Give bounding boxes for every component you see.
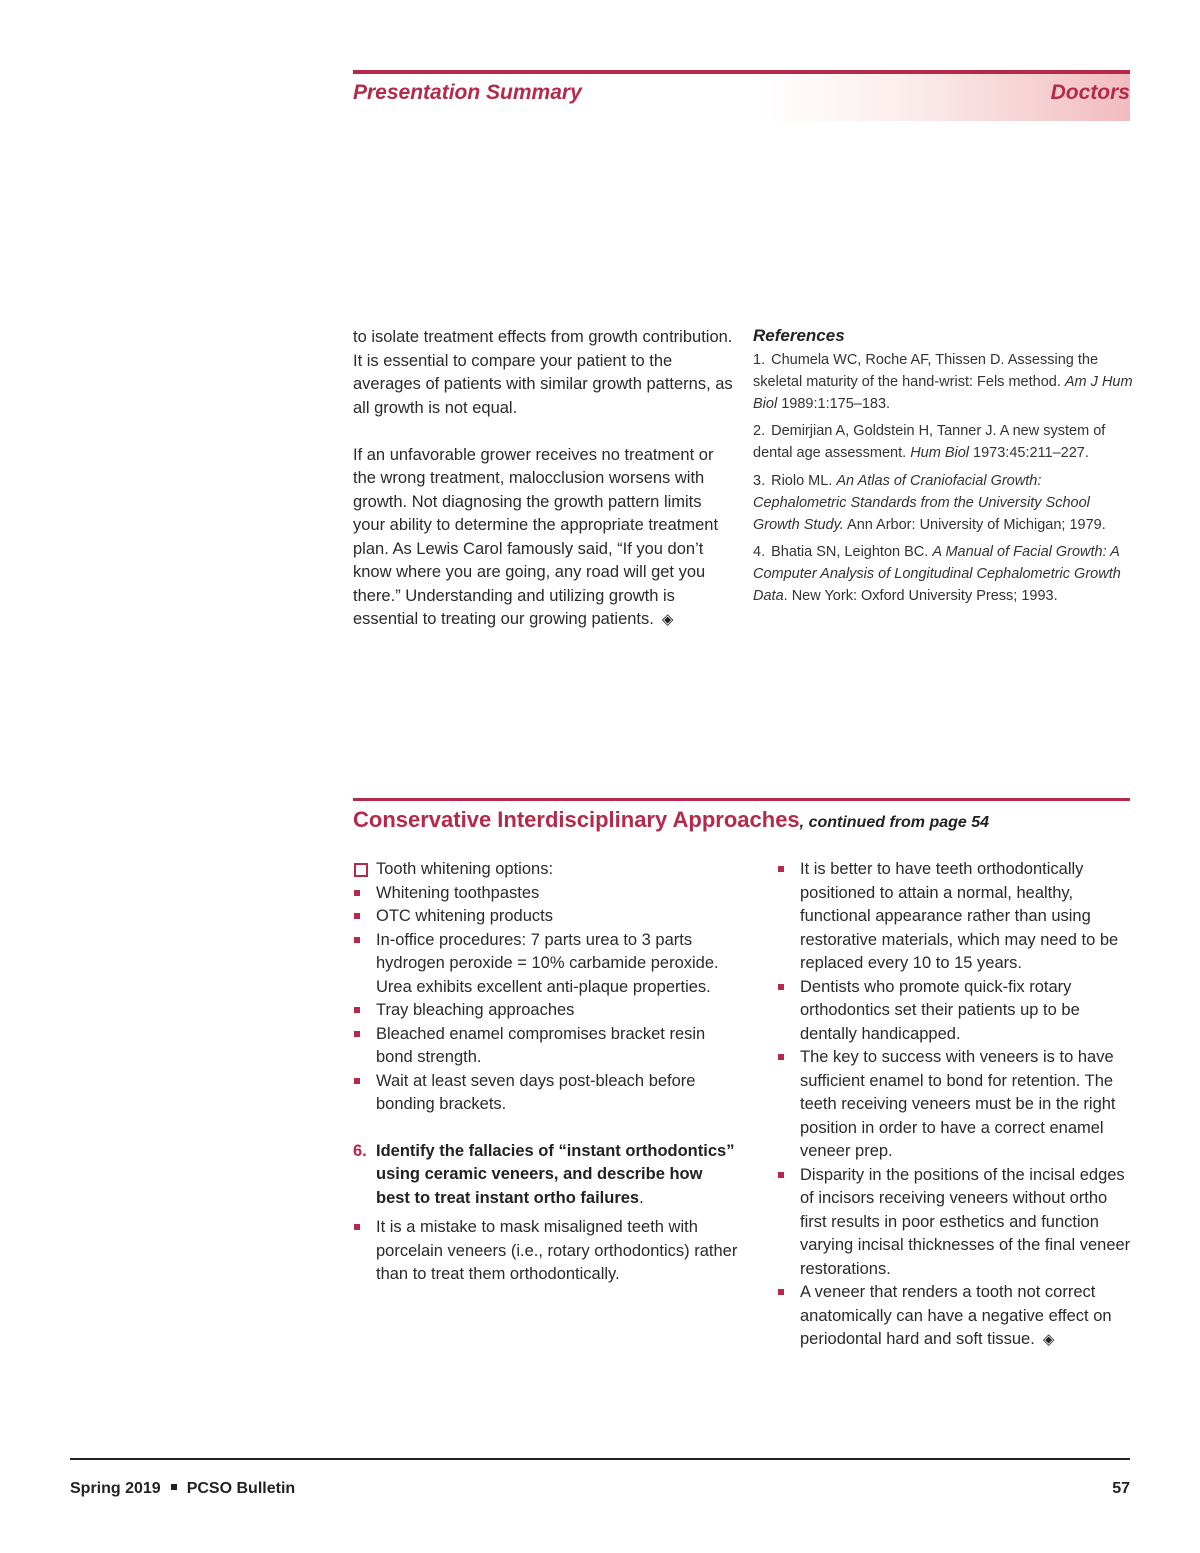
square-bullet-icon <box>354 890 360 896</box>
section-left-column <box>353 858 738 1287</box>
reference-number: 1. <box>753 352 766 368</box>
list-item-text: In-office procedures: 7 parts urea to 3 parts hydrogen peroxide = 10% carbamide peroxide. Urea exhibits excellent anti-plaque properties. <box>376 930 719 996</box>
footer-rule <box>70 1458 1130 1460</box>
references <box>753 326 1133 614</box>
numbered-item <box>353 1140 738 1211</box>
list-item-text: Wait at least seven days post-bleach before bonding brackets. <box>376 1071 696 1113</box>
checkbox-item <box>353 858 738 882</box>
square-bullet-icon <box>354 1007 360 1013</box>
numbered-bullet-list <box>353 1216 738 1287</box>
end-mark-icon: ◈ <box>1042 1331 1055 1348</box>
footer-publication: PCSO Bulletin <box>186 1480 296 1497</box>
square-bullet-icon <box>354 913 360 919</box>
square-bullet-icon <box>778 1172 784 1178</box>
reference-tail: . New York: Oxford University Press; 1993. <box>783 587 1058 604</box>
reference-number: 4. <box>753 544 766 561</box>
list-item-text: Bleached enamel compromises bracket resin bond strength. <box>376 1024 706 1066</box>
list-item-text: It is better to have teeth orthodontically positioned to attain a normal, healthy, functional appearance rather than using restorative materials, which may need to be replaced every 10 to 15 years. <box>800 860 1119 972</box>
square-bullet-icon <box>778 866 784 872</box>
list-item-text: Dentists who promote quick-fix rotary orthodontics set their patients up to be dentally handicapped. <box>800 977 1080 1043</box>
reference-journal: An Atlas of Craniofacial Growth: Cephalometric Standards from the University School Growth Study. <box>753 472 1090 533</box>
reference-journal: A Manual of Facial Growth: A Computer Analysis of Longitudinal Cephalometric Growth Data <box>753 544 1121 604</box>
list-item <box>353 1216 738 1287</box>
list-item-text: The key to success with veneers is to have sufficient enamel to bond for retention. The teeth receiving veneers must be in the right position in order to have a correct enamel veneer prep. <box>800 1048 1116 1160</box>
section-rule <box>353 798 1130 801</box>
right-bullet-list <box>777 858 1137 1352</box>
body-paragraph: to isolate treatment effects from growth contribution. It is essential to compare your patient to the averages of patients with similar growth patterns, as all growth is not equal. <box>353 328 733 417</box>
list-item <box>353 882 738 906</box>
footer-separator-icon <box>171 1484 177 1490</box>
square-bullet-icon <box>778 1289 784 1295</box>
square-bullet-icon <box>778 1054 784 1060</box>
list-item <box>353 999 738 1023</box>
list-item-text: OTC whitening products <box>376 907 553 925</box>
body-paragraph <box>353 444 733 632</box>
numbered-item-text: Identify the fallacies of “instant orthodontics” using ceramic veneers, and describe how best to treat instant ortho failures <box>376 1141 735 1207</box>
square-bullet-icon <box>354 937 360 943</box>
reference-item <box>753 542 1133 607</box>
reference-authors: Chumela WC, Roche AF, Thissen D. Assessing the skeletal maturity of the hand-wrist: Fels method. <box>753 352 1099 390</box>
item-number: 6. <box>353 1141 367 1160</box>
body-paragraph-text: If an unfavorable grower receives no treatment or the wrong treatment, malocclusion worsens with growth. Not diagnosing the growth pattern limits your ability to determine the appropriate treatment plan. As Lewis Carol famously said, “If you don’t know where you are going, any road will get you there.” Understanding and utilizing growth is essential to treating our growing patients. <box>353 445 719 628</box>
list-item-text: Tray bleaching approaches <box>376 1001 575 1019</box>
reference-tail: 1989:1:175–183. <box>777 395 891 412</box>
square-bullet-icon <box>778 984 784 990</box>
list-item-text: A veneer that renders a tooth not correct anatomically can have a negative effect on periodontal hard and soft tissue. <box>800 1283 1112 1348</box>
section-title <box>353 807 989 833</box>
reference-authors: Bhatia SN, Leighton BC. <box>771 544 933 561</box>
list-item <box>353 1070 738 1117</box>
list-item <box>353 905 738 929</box>
list-item <box>777 1281 1137 1352</box>
header-category: Doctors <box>1050 81 1130 104</box>
reference-item <box>753 471 1133 536</box>
reference-tail: Ann Arbor: University of Michigan; 1979. <box>843 516 1106 533</box>
continued-note: , continued from page 54 <box>799 814 990 831</box>
reference-item <box>753 421 1133 465</box>
reference-number: 2. <box>753 423 766 440</box>
list-item <box>777 976 1137 1047</box>
numbered-item-tail: . <box>639 1188 644 1207</box>
square-bullet-icon <box>354 1224 360 1230</box>
reference-number: 3. <box>753 472 766 489</box>
list-item <box>777 1164 1137 1282</box>
list-item-text: It is a mistake to mask misaligned teeth with porcelain veneers (i.e., rotary orthodontics) rather than to treat them orthodontically. <box>376 1218 738 1283</box>
reference-authors: Demirjian A, Goldstein H, Tanner J. A new system of dental age assessment. <box>753 423 1106 462</box>
reference-journal: Am J Hum Biol <box>753 373 1133 412</box>
section-right-column <box>777 858 1137 1352</box>
list-item-text: Whitening toothpastes <box>376 883 540 902</box>
list-item-text: Disparity in the positions of the incisal edges of incisors receiving veneers without ortho first results in poor esthetics and function varying incisal thicknesses of the final veneer restorations. <box>800 1165 1131 1278</box>
square-bullet-icon <box>354 1031 360 1037</box>
reference-item <box>753 350 1133 415</box>
list-item <box>353 929 738 1000</box>
whitening-list <box>353 882 738 1117</box>
list-item <box>353 1023 738 1070</box>
footer-issue-date: Spring 2019 <box>70 1480 161 1497</box>
reference-journal: Hum Biol <box>910 445 970 462</box>
reference-authors: Riolo ML. <box>771 472 837 489</box>
page-number: 57 <box>1112 1480 1130 1497</box>
header-section-title: Presentation Summary <box>353 81 582 104</box>
list-item <box>777 858 1137 976</box>
list-item <box>777 1046 1137 1164</box>
reference-tail: 1973:45:211–227. <box>969 445 1089 462</box>
footer-issue <box>70 1480 295 1498</box>
references-title: References <box>753 326 845 345</box>
section-title-text: Conservative Interdisciplinary Approaches <box>353 807 800 832</box>
square-bullet-icon <box>354 1078 360 1084</box>
references-list <box>753 350 1133 608</box>
square-box-icon <box>354 863 368 877</box>
end-mark-icon: ◈ <box>661 611 674 628</box>
article-continuation <box>353 326 733 632</box>
checkbox-item-label: Tooth whitening options: <box>376 860 554 878</box>
